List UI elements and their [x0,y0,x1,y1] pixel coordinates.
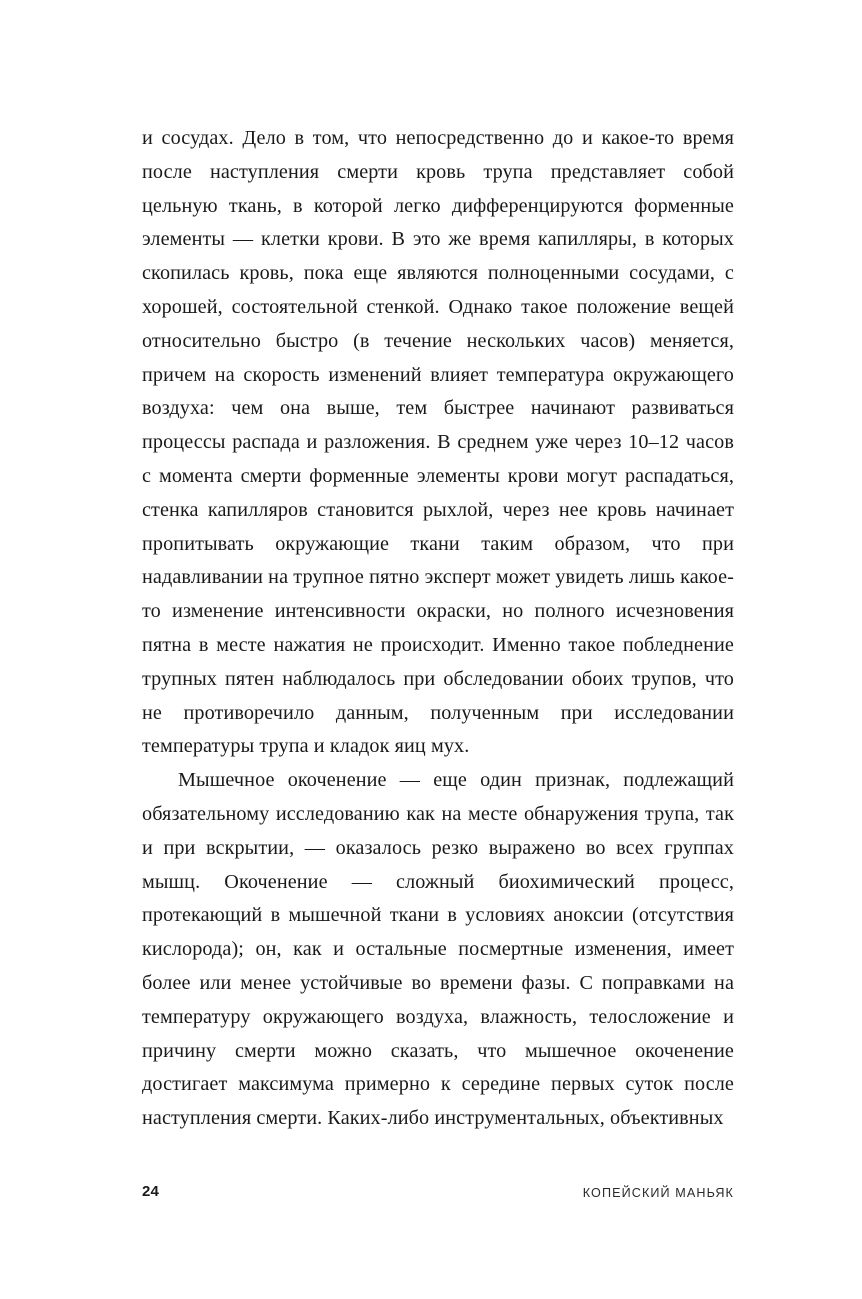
body-text [142,122,734,1136]
paragraph: Мышечное окоченение — еще один признак, подлежащий обязательному исследованию как на месте обнаружения трупа, так и при вскрытии, — оказалось резко выражено во всех группах мышц. Окоченение — сложный биохимический процесс, протекающий в мышечной ткани в условиях аноксии (отсутствия кислорода); он, как и остальные посмертные изменения, имеет более или менее устойчивые во времени фазы. С поправками на температуру окружающего воздуха, влажность, телосложение и причину смерти можно сказать, что мышечное окоченение достигает максимума примерно к середине первых суток после наступления смерти. Каких-либо инструментальных, объективных [142,769,734,1130]
page-footer [142,1183,734,1205]
page-number: 24 [142,1183,160,1200]
paragraph: и сосудах. Дело в том, что непосредственно до и какое-то время после наступления смерти кровь трупа представляет собой цельную ткань, в которой легко дифференцируются форменные элементы — клетки крови. В это же время капилляры, в которых скопилась кровь, пока еще являются полноценными сосудами, с хорошей, состоятельной стенкой. Однако такое положение вещей относительно быстро (в течение нескольких часов) меняется, причем на скорость изменений влияет температура окружающего воздуха: чем она выше, тем быстрее начинают развиваться процессы распада и разложения. В среднем уже через 10–12 часов с момента смерти форменные элементы крови могут распадаться, стенка капилляров становится рыхлой, через нее кровь начинает пропитывать окружающие ткани таким образом, что при надавливании на трупное пятно эксперт может увидеть лишь какое-то изменение интенсивности окраски, но полного исчезновения пятна в месте нажатия не происходит. Именно такое побледнение трупных пятен наблюдалось при обследовании обоих трупов, что не противоречило данным, полученным при исследовании температуры трупа и кладок яиц мух. [142,127,734,758]
running-title: КОПЕЙСКИЙ МАНЬЯК [582,1186,734,1200]
